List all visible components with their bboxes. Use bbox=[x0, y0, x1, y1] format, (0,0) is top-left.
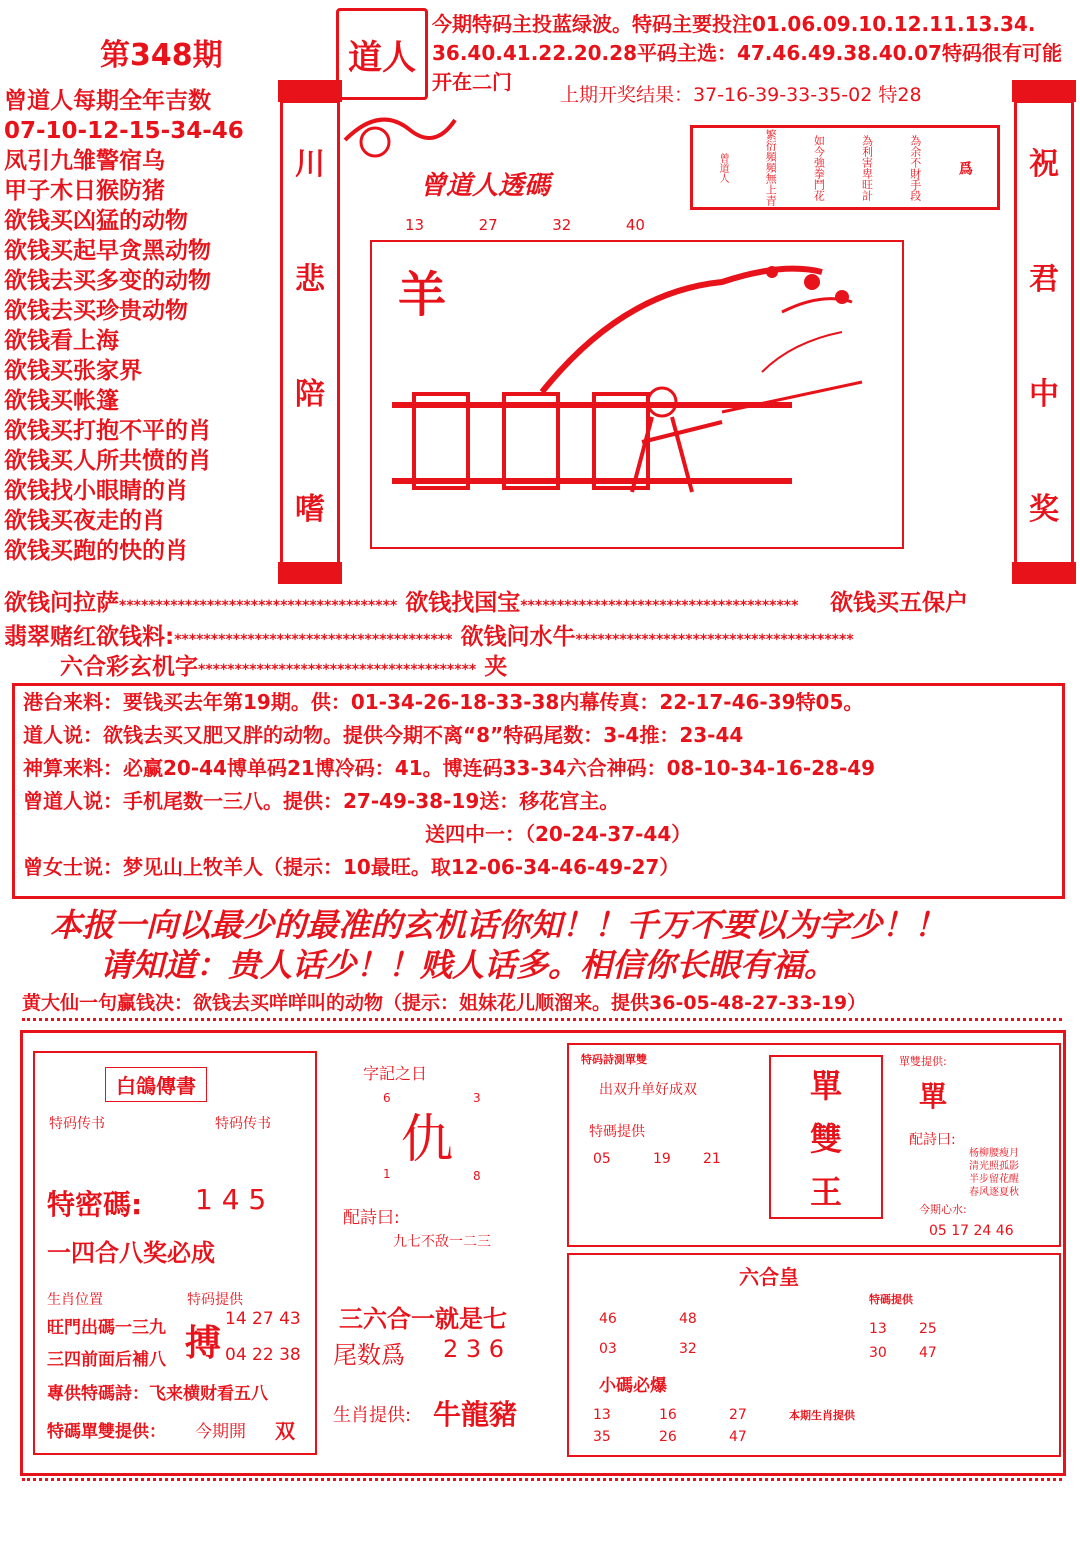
baige-small-right: 特码传书 bbox=[215, 1116, 271, 1132]
right-top-block bbox=[567, 1043, 1061, 1247]
figure-drawing bbox=[522, 252, 882, 542]
right-peishi: 配詩曰: bbox=[909, 1132, 956, 1148]
poem-col: 如今強拳鬥花 bbox=[812, 134, 826, 201]
dial-num: 8 bbox=[473, 1169, 481, 1183]
poem-title: 曾道人透碼 bbox=[420, 171, 551, 201]
xiaoma-num: 16 bbox=[659, 1407, 677, 1423]
dial-num: 1 bbox=[383, 1167, 391, 1181]
yisi-text: 一四合八奖必成 bbox=[47, 1239, 215, 1267]
row-xuanji bbox=[60, 648, 760, 681]
poem-line: 杨柳腰瘦月 bbox=[969, 1148, 1019, 1159]
clue-item: 欲钱去买珍贵动物 bbox=[4, 298, 188, 324]
zhuangong-text: 專供特碼詩：飞来横财看五八 bbox=[47, 1384, 268, 1404]
left-scroll bbox=[280, 100, 340, 566]
clue-item: 欲钱买夜走的肖 bbox=[4, 508, 165, 534]
stars: ************************************** bbox=[174, 632, 453, 648]
sansi-text: 三四前面后補八 bbox=[47, 1350, 166, 1370]
scroll-char: 君 bbox=[1029, 261, 1059, 297]
poem-number: 27 bbox=[478, 216, 498, 234]
top-line: 36.40.41.22.20.28平码主选：47.46.49.38.40.07特码很有可能 bbox=[432, 41, 1062, 65]
top-line: 开在二门 bbox=[432, 70, 512, 94]
row-text: 欲钱问水牛 bbox=[460, 624, 576, 650]
poem-numbers bbox=[405, 216, 645, 234]
xiaoma-label: 小碼必爆 bbox=[599, 1376, 667, 1396]
info-row: 神算来料：必赢20-44博单码21博冷码：41。博连码33-34六合神码：08-10-34-16-28-49 bbox=[23, 756, 876, 780]
poem-box bbox=[690, 125, 1000, 210]
clue-item: 欲钱买张家界 bbox=[4, 358, 142, 384]
poem-number: 32 bbox=[552, 216, 572, 234]
row-text: 夹 bbox=[484, 654, 508, 680]
row-text: 欲钱问拉萨 bbox=[4, 590, 119, 616]
seal-text: 道人 bbox=[348, 37, 416, 78]
scroll-char: 奖 bbox=[1029, 491, 1059, 527]
row-text: 六合彩玄机字 bbox=[60, 654, 198, 680]
dial-num: 6 bbox=[383, 1091, 391, 1105]
poem-col: 爲 bbox=[956, 160, 973, 175]
peishi-text: 九七不敌一二三 bbox=[393, 1234, 491, 1250]
wangmen-text: 旺門出碼一三九 bbox=[47, 1318, 166, 1338]
right-scroll bbox=[1014, 100, 1074, 566]
clue-item: 甲子木日猴防猪 bbox=[4, 178, 165, 204]
xiaoma-num: 26 bbox=[659, 1429, 677, 1445]
dotted-divider bbox=[22, 1018, 1062, 1021]
info-row: 送四中一：（20-24-37-44） bbox=[425, 822, 692, 846]
dsw-char: 單 bbox=[809, 1066, 842, 1105]
dial-num: 3 bbox=[473, 1091, 481, 1105]
left-clue-list bbox=[4, 86, 284, 566]
info-row: 曾女士说：梦见山上牧羊人（提示：10最旺。取12-06-34-46-49-27） bbox=[23, 855, 680, 879]
scroll-char: 陪 bbox=[295, 376, 325, 412]
slogan-1: 本报一向以最少的最准的玄机话你知！！千万不要以为字少！！ bbox=[50, 906, 947, 944]
row-feicui bbox=[4, 618, 1004, 651]
clue-item: 欲钱买跑的快的肖 bbox=[4, 538, 188, 564]
dotted-divider-bottom bbox=[22, 1478, 1062, 1481]
right-char: 單 bbox=[919, 1080, 948, 1113]
clue-item: 07-10-12-15-34-46 bbox=[4, 118, 244, 144]
row-text: 翡翠赌红欲钱料: bbox=[4, 624, 175, 650]
row-text: 欲钱找国宝 bbox=[405, 590, 521, 616]
stars: ************************************** bbox=[119, 598, 398, 614]
xiaoma-num: 35 bbox=[593, 1429, 611, 1445]
tema-num: 19 bbox=[653, 1151, 671, 1167]
bo-nums-1: 14 27 43 bbox=[225, 1309, 301, 1329]
peishi-label: 配詩曰: bbox=[343, 1208, 400, 1228]
bottom-note: 本期生肖提供 bbox=[789, 1409, 855, 1422]
clue-item: 欲钱买帐篷 bbox=[4, 388, 119, 414]
right-poem bbox=[969, 1147, 1019, 1199]
info-row: 曾道人说：手机尾数一三八。提供：27-49-38-19送：移花宫主。 bbox=[23, 789, 620, 813]
middle-block bbox=[323, 1051, 553, 1451]
bo-char: 搏 bbox=[185, 1323, 222, 1364]
row-lasa-c: 欲钱买五保户 bbox=[830, 584, 968, 617]
illustration-panel bbox=[370, 240, 904, 549]
stars: ************************************** bbox=[575, 632, 854, 648]
scroll-char: 中 bbox=[1029, 376, 1059, 412]
slogan-2: 请知道：贵人话少！！贱人话多。相信你长眼有福。 bbox=[100, 946, 837, 984]
tema-grid-num: 25 bbox=[919, 1321, 937, 1337]
clue-item: 欲钱找小眼睛的肖 bbox=[4, 478, 188, 504]
shengxiao-tigong: 生肖提供: bbox=[333, 1405, 412, 1426]
danshuang-label: 特碼單雙提供： bbox=[47, 1422, 166, 1442]
bo-nums-2: 04 22 38 bbox=[225, 1345, 301, 1365]
grid-num: 48 bbox=[679, 1311, 697, 1327]
scroll-char: 嗜 bbox=[295, 491, 325, 527]
scroll-char: 川 bbox=[295, 146, 325, 182]
info-row: 港台来料：要钱买去年第19期。供：01-34-26-18-33-38内幕传真：22-17-46-39特05。 bbox=[23, 690, 864, 714]
fence-post bbox=[412, 392, 470, 490]
scroll-char: 悲 bbox=[295, 261, 325, 297]
clue-item: 欲钱买人所共愤的肖 bbox=[4, 448, 211, 474]
shi-title: 特码詩測單雙 bbox=[581, 1053, 647, 1066]
issue-number: 第348期 bbox=[100, 38, 223, 73]
clue-item: 欲钱买起早贪黑动物 bbox=[4, 238, 211, 264]
shi-line: 出双升单好成双 bbox=[599, 1082, 697, 1098]
shengxiao-vals: 牛龍豬 bbox=[433, 1398, 518, 1431]
clue-item: 曾道人每期全年吉数 bbox=[4, 88, 211, 114]
top-line: 今期特码主投蓝绿波。特码主要投注01.06.09.10.12.11.13.34. bbox=[432, 12, 1036, 36]
xiaoma-num: 13 bbox=[593, 1407, 611, 1423]
tema-tigong-2: 特碼提供 bbox=[869, 1293, 913, 1306]
right-label: 今期心水: bbox=[919, 1203, 967, 1216]
shengxiao-label: 生肖位置 bbox=[47, 1292, 103, 1308]
clue-item: 欲钱买打抱不平的肖 bbox=[4, 418, 211, 444]
tema-num: 05 bbox=[593, 1151, 611, 1167]
danshuang-value: 双 bbox=[275, 1419, 295, 1443]
tema-grid-num: 47 bbox=[919, 1345, 937, 1361]
weishu-value: 2 3 6 bbox=[443, 1335, 505, 1363]
poem-col: 為利害卑旺計 bbox=[860, 134, 874, 201]
right-title: 單雙提供: bbox=[899, 1055, 947, 1068]
stars: ************************************** bbox=[198, 662, 477, 678]
left-block bbox=[33, 1051, 317, 1455]
poem-line: 春风逐夏秋 bbox=[969, 1187, 1019, 1198]
left-scroll-cap-bottom bbox=[278, 562, 342, 584]
poem-number: 13 bbox=[405, 216, 425, 234]
bo-label: 特码提供 bbox=[187, 1292, 243, 1308]
right-scroll-cap-bottom bbox=[1012, 562, 1076, 584]
left-scroll-cap-top bbox=[278, 80, 342, 102]
tema-tigong: 特碼提供 bbox=[589, 1124, 645, 1140]
last-result: 上期开奖结果：37-16-39-33-35-02 特28 bbox=[560, 84, 922, 106]
panel-char: 羊 bbox=[398, 267, 447, 323]
right-scroll-cap-top bbox=[1012, 80, 1076, 102]
bottom-section bbox=[20, 1030, 1066, 1476]
poem-col: 曾道人 bbox=[717, 152, 729, 183]
weishu-label: 尾数爲 bbox=[333, 1341, 405, 1369]
info-row: 道人说：欲钱去买又肥又胖的动物。提供今期不离“8”特码尾数：3-4推：23-44 bbox=[23, 723, 744, 747]
huang-daxian: 黄大仙一句赢钱决：欲钱去买咩咩叫的动物（提示：姐妹花儿顺溜来。提供36-05-48-27-33-19） bbox=[22, 992, 867, 1014]
danshuang-wang bbox=[769, 1055, 883, 1219]
info-box bbox=[12, 683, 1065, 899]
baige-small-left: 特码传书 bbox=[49, 1116, 105, 1132]
clue-item: 欲钱买凶猛的动物 bbox=[4, 208, 188, 234]
clue-item: 欲钱看上海 bbox=[4, 328, 119, 354]
temima-label: 特密碼: bbox=[47, 1188, 143, 1221]
daoren-seal-logo bbox=[336, 8, 428, 100]
clue-item: 凤引九雏警宿乌 bbox=[4, 148, 165, 174]
stars: ************************************** bbox=[520, 598, 799, 614]
right-nums: 05 17 24 46 bbox=[929, 1223, 1014, 1239]
poem-line: 半步留花醒 bbox=[969, 1174, 1019, 1185]
liuhe-title: 六合皇 bbox=[739, 1265, 799, 1289]
poem-col: 為余不財手段 bbox=[908, 134, 922, 201]
danshuang-mid: 今期開 bbox=[195, 1422, 246, 1442]
ribbon-decoration bbox=[340, 100, 460, 170]
ziji-text: 字記之日 bbox=[363, 1064, 428, 1083]
grid-num: 32 bbox=[679, 1341, 697, 1357]
big-char: 仇 bbox=[401, 1110, 454, 1170]
temima-value: 1 4 5 bbox=[195, 1183, 267, 1216]
clue-item: 欲钱去买多变的动物 bbox=[4, 268, 211, 294]
xiaoma-num: 27 bbox=[729, 1407, 747, 1423]
poem-number: 40 bbox=[625, 216, 645, 234]
tema-grid-num: 30 bbox=[869, 1345, 887, 1361]
right-bottom-block bbox=[567, 1253, 1061, 1457]
dsw-char: 雙 bbox=[809, 1119, 842, 1158]
baige-title: 白鴿傳書 bbox=[105, 1067, 207, 1102]
xiaoma-num: 47 bbox=[729, 1429, 747, 1445]
tema-grid-num: 13 bbox=[869, 1321, 887, 1337]
poem-col: 繁衍頻頻無上青 bbox=[764, 129, 778, 206]
grid-num: 03 bbox=[599, 1341, 617, 1357]
scroll-char: 祝 bbox=[1029, 146, 1059, 182]
grid-num: 46 bbox=[599, 1311, 617, 1327]
dsw-char: 王 bbox=[809, 1173, 842, 1212]
sanliuhe-text: 三六合一就是七 bbox=[339, 1305, 507, 1333]
tema-num: 21 bbox=[703, 1151, 721, 1167]
poem-line: 清光照孤影 bbox=[969, 1161, 1019, 1172]
